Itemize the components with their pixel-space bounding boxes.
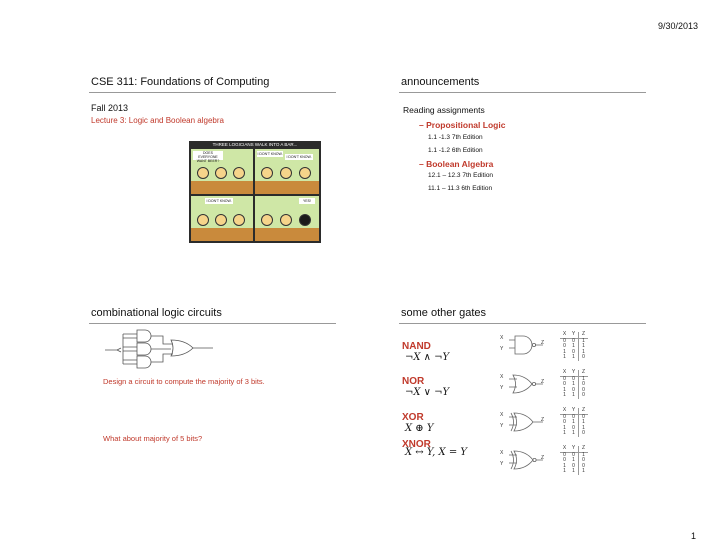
- truth-table-header: X Y Z: [560, 446, 588, 452]
- input-x-label: X: [500, 335, 504, 341]
- truth-table-row: 1 1 0: [560, 431, 588, 437]
- truth-table-row: 1 0 0: [560, 464, 588, 470]
- topic-propositional: – Propositional Logic: [419, 120, 506, 130]
- reading-item: 1.1 -1.3 7th Edition: [428, 134, 483, 141]
- bar-counter: [255, 181, 319, 194]
- truth-table-row: 0 0 1: [560, 339, 588, 345]
- gate-name-nor: NOR: [402, 376, 425, 387]
- reading-item: 1.1 -1.2 6th Edition: [428, 147, 483, 154]
- comic-panel-2: [255, 149, 319, 194]
- slide-title: announcements: [401, 76, 480, 88]
- truth-table-row: 0 1 0: [560, 458, 588, 464]
- title-rule: [399, 323, 646, 324]
- comic-panel-1: [191, 149, 253, 194]
- truth-table-row: 0 1 1: [560, 344, 588, 350]
- xnor-gate-icon: [509, 449, 543, 471]
- reading-item: 11.1 – 11.3 6th Edition: [428, 185, 493, 192]
- nand-gate-icon: [509, 334, 543, 356]
- input-x-label: X: [500, 374, 504, 380]
- logician-head: [215, 214, 227, 226]
- logician-head: [233, 167, 245, 179]
- truth-table-row: 1 0 1: [560, 350, 588, 356]
- gate-formula-xnor: X ↔ Y, X = Y: [405, 447, 467, 458]
- bar-counter: [191, 181, 253, 194]
- gate-output-label: Z: [541, 455, 545, 461]
- logician-head: [261, 167, 273, 179]
- nor-gate-icon: [509, 373, 543, 395]
- truth-table-xnor: [560, 446, 588, 475]
- truth-table-row: 1 1 0: [560, 355, 588, 361]
- logician-head: [280, 167, 292, 179]
- input-y-label: Y: [500, 384, 504, 391]
- truth-table-nand: [560, 332, 588, 361]
- logician-head: [280, 214, 292, 226]
- speech-bubble: I DON'T KNOW.: [286, 155, 312, 159]
- gate-formula-nor: ¬X ∨ ¬Y: [405, 387, 450, 398]
- truth-table-header: X Y Z: [560, 408, 588, 414]
- title-rule: [399, 92, 646, 93]
- gate-output-label: Z: [541, 417, 545, 423]
- logicians-comic: [189, 141, 321, 243]
- truth-table-row: 0 0 0: [560, 415, 588, 421]
- page-date: 9/30/2013: [657, 21, 698, 31]
- bar-counter: [191, 228, 253, 241]
- slide-title: some other gates: [401, 307, 486, 319]
- truth-table-row: 1 0 0: [560, 388, 588, 394]
- truth-table-header: X Y Z: [560, 332, 588, 338]
- title-rule: [89, 323, 336, 324]
- slide-title: CSE 311: Foundations of Computing: [91, 76, 270, 88]
- bar-counter: [255, 228, 319, 241]
- logician-head: [197, 214, 209, 226]
- comic-panel-3: [191, 196, 253, 241]
- truth-table-row: 1 1 0: [560, 393, 588, 399]
- gate-output-label: Z: [541, 340, 545, 346]
- input-y-label: Y: [500, 345, 504, 352]
- speech-bubble: YES!: [299, 198, 315, 204]
- gate-output-label: Z: [541, 379, 545, 385]
- term-label: Fall 2013: [91, 103, 129, 113]
- truth-table-row: 0 0 1: [560, 453, 588, 459]
- logician-head: [233, 214, 245, 226]
- speech-bubble: I DON'T KNOW.: [257, 152, 283, 156]
- logician-head: [299, 214, 311, 226]
- truth-table-xor: [560, 408, 588, 437]
- gate-name-nand: NAND: [402, 341, 431, 352]
- gate-name-xor: XOR: [402, 412, 424, 423]
- gate-name-xnor: XNOR: [402, 439, 431, 450]
- input-y-label: Y: [500, 422, 504, 429]
- logician-head: [261, 214, 273, 226]
- xor-gate-icon: [509, 411, 543, 433]
- truth-table-row: 0 0 1: [560, 377, 588, 383]
- reading-item: 12.1 – 12.3 7th Edition: [428, 172, 494, 179]
- comic-panel-4: [255, 196, 319, 241]
- gate-formula-nand: ¬X ∧ ¬Y: [405, 352, 450, 363]
- input-x-label: X: [500, 450, 504, 456]
- truth-table-row: 1 0 1: [560, 426, 588, 432]
- speech-bubble: I DON'T KNOW.: [206, 199, 232, 203]
- truth-table-nor: [560, 370, 588, 399]
- truth-table-row: 1 1 1: [560, 469, 588, 475]
- topic-boolean: – Boolean Algebra: [419, 159, 494, 169]
- logician-head: [197, 167, 209, 179]
- truth-table-header: X Y Z: [560, 370, 588, 376]
- input-x-label: X: [500, 412, 504, 418]
- gate-formula-xor: X ⊕ Y: [405, 423, 434, 434]
- input-y-label: Y: [500, 460, 504, 467]
- truth-table-row: 0 1 1: [560, 420, 588, 426]
- comic-banner: THREE LOGICIANS WALK INTO A BAR...: [212, 142, 298, 147]
- logician-head: [299, 167, 311, 179]
- speech-bubble: DOES EVERYONE WANT BEER?: [193, 151, 223, 160]
- majority-circuit-diagram: [105, 326, 215, 370]
- title-rule: [89, 92, 336, 93]
- reading-heading: Reading assignments: [403, 105, 485, 115]
- majority-3-prompt: Design a circuit to compute the majority of 3 bits.: [103, 377, 265, 386]
- majority-5-prompt: What about majority of 5 bits?: [103, 434, 203, 443]
- page-number: 1: [690, 531, 696, 541]
- logician-head: [215, 167, 227, 179]
- slide-title: combinational logic circuits: [91, 307, 222, 319]
- truth-table-row: 0 1 0: [560, 382, 588, 388]
- lecture-subtitle: Lecture 3: Logic and Boolean algebra: [91, 116, 224, 125]
